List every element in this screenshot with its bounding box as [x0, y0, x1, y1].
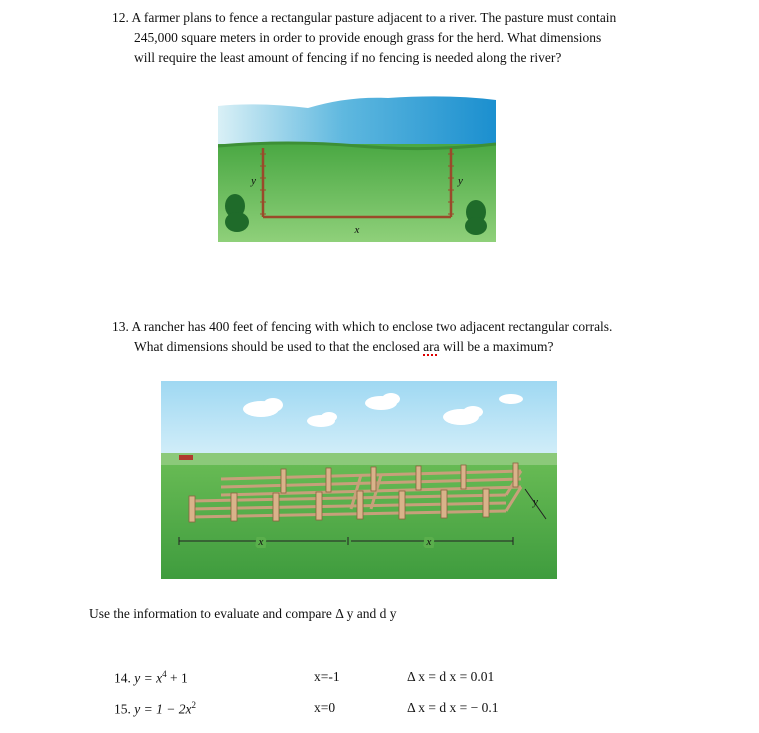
tree-right-icon	[465, 200, 487, 235]
label-y-side: y	[533, 496, 538, 508]
label-y-right: y	[458, 175, 463, 187]
exercise-15-label: 15.	[114, 701, 131, 717]
exercise-15-x-value: x=0	[314, 700, 336, 715]
exercise-15-exp: 2	[191, 700, 196, 710]
problem-12-line-2: 245,000 square meters in order to provide enough grass for the herd. What dimensions	[134, 30, 602, 45]
corrals-figure	[161, 381, 557, 579]
exercise-14-func: y = x	[134, 670, 163, 686]
label-x-left: x	[258, 536, 264, 548]
exercise-14-exp: 4	[162, 669, 167, 679]
problem-12	[112, 8, 616, 68]
problem-13	[112, 317, 612, 357]
barn-icon	[179, 455, 193, 460]
exercise-14-label: 14.	[114, 670, 131, 686]
spelling-flagged-word[interactable]: ara	[423, 339, 440, 354]
label-x-bottom: x	[354, 224, 360, 236]
sky	[161, 381, 557, 463]
instruction-text: Use the information to evaluate and compare Δ y and d y	[89, 606, 397, 621]
exercise-14-func-tail: + 1	[166, 670, 188, 686]
pasture-river-figure	[218, 94, 496, 242]
exercise-14-delta: Δ x = d x = 0.01	[407, 669, 495, 684]
problem-13-line-2-end: will be a maximum?	[439, 339, 554, 354]
problem-13-line-1: 13. A rancher has 400 feet of fencing with which to enclose two adjacent rectangular corrals.	[112, 319, 613, 334]
label-x-right: x	[426, 536, 432, 548]
exercise-15-function	[114, 700, 196, 718]
exercise-14-x-value: x=-1	[314, 669, 340, 684]
problem-12-line-1: 12. A farmer plans to fence a rectangular pasture adjacent to a river. The pasture must contain	[112, 10, 617, 25]
problem-13-line-2	[112, 337, 612, 357]
exercise-14-function	[114, 669, 188, 687]
exercise-15-func: y = 1 − 2x	[134, 701, 192, 717]
exercise-15-delta: Δ x = d x = − 0.1	[407, 700, 499, 715]
label-y-left: y	[251, 175, 256, 187]
problem-13-line-2-start: What dimensions should be used to that the enclosed	[134, 339, 424, 354]
problem-12-line-3: will require the least amount of fencing if no fencing is needed along the river?	[134, 50, 562, 65]
